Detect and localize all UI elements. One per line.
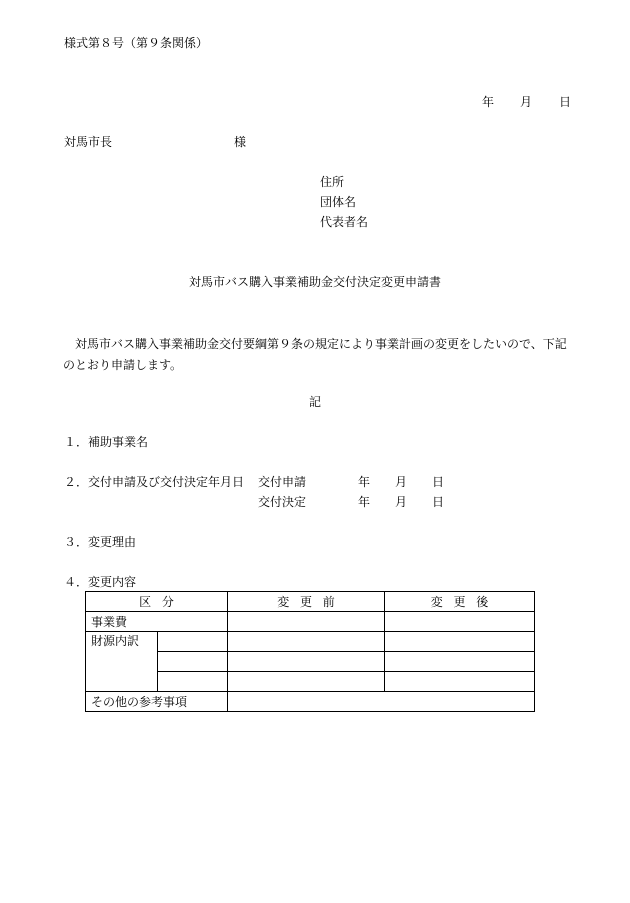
grant-application-month: 月 xyxy=(395,475,408,489)
project-cost-after-cell[interactable] xyxy=(385,612,535,632)
grant-application-date xyxy=(358,476,444,488)
document-title: 対馬市バス購入事業補助金交付決定変更申請書 xyxy=(188,275,441,289)
form-number: 様式第８号（第９条関係） xyxy=(64,36,209,50)
applicant-representative-label: 代表者名 xyxy=(320,215,369,229)
item-4-number: ４． xyxy=(64,575,89,589)
applicant-address-label: 住所 xyxy=(320,175,345,189)
item-1-number: １． xyxy=(64,435,89,449)
item-4-label: 変更内容 xyxy=(88,575,137,589)
funding-before-cell[interactable] xyxy=(228,652,385,672)
addressee-honorific: 様 xyxy=(234,135,247,149)
date-month-label: 月 xyxy=(520,95,533,109)
addressee-name: 対馬市長 xyxy=(64,135,113,149)
ki-heading: 記 xyxy=(308,395,321,409)
grant-decision-year: 年 xyxy=(358,495,371,509)
date-line xyxy=(482,96,571,108)
row-project-cost-label: 事業費 xyxy=(86,612,228,632)
project-cost-before-cell[interactable] xyxy=(228,612,385,632)
table-row xyxy=(86,612,535,632)
other-notes-cell[interactable] xyxy=(228,692,535,712)
header-category: 区分 xyxy=(86,592,228,612)
funding-source-cell[interactable] xyxy=(158,632,228,652)
item-3-number: ３． xyxy=(64,535,89,549)
changes-table xyxy=(85,591,535,712)
header-before: 変更前 xyxy=(228,592,385,612)
row-funding-breakdown-label: 財源内訳 xyxy=(86,632,158,692)
grant-application-label: 交付申請 xyxy=(258,475,307,489)
funding-source-cell[interactable] xyxy=(158,672,228,692)
grant-application-day: 日 xyxy=(432,475,445,489)
funding-after-cell[interactable] xyxy=(385,672,535,692)
funding-after-cell[interactable] xyxy=(385,652,535,672)
item-3-label: 変更理由 xyxy=(88,535,137,549)
table-header-row xyxy=(86,592,535,612)
item-2-number: ２． xyxy=(64,475,89,489)
table-row xyxy=(86,632,535,652)
funding-before-cell[interactable] xyxy=(228,632,385,652)
funding-source-cell[interactable] xyxy=(158,652,228,672)
grant-decision-month: 月 xyxy=(395,495,408,509)
item-1-label: 補助事業名 xyxy=(88,435,149,449)
date-year-label: 年 xyxy=(482,95,495,109)
date-day-label: 日 xyxy=(559,95,572,109)
row-other-label: その他の参考事項 xyxy=(86,692,228,712)
table-row xyxy=(86,692,535,712)
funding-before-cell[interactable] xyxy=(228,672,385,692)
grant-decision-label: 交付決定 xyxy=(258,495,307,509)
item-2-label: 交付申請及び交付決定年月日 xyxy=(88,475,245,489)
grant-decision-date xyxy=(358,496,444,508)
grant-application-year: 年 xyxy=(358,475,371,489)
applicant-organization-label: 団体名 xyxy=(320,195,357,209)
body-paragraph: 対馬市バス購入事業補助金交付要綱第９条の規定により事業計画の変更をしたいので、下記のとおり申請します。 xyxy=(63,337,567,372)
grant-decision-day: 日 xyxy=(432,495,445,509)
header-after: 変更後 xyxy=(385,592,535,612)
funding-after-cell[interactable] xyxy=(385,632,535,652)
